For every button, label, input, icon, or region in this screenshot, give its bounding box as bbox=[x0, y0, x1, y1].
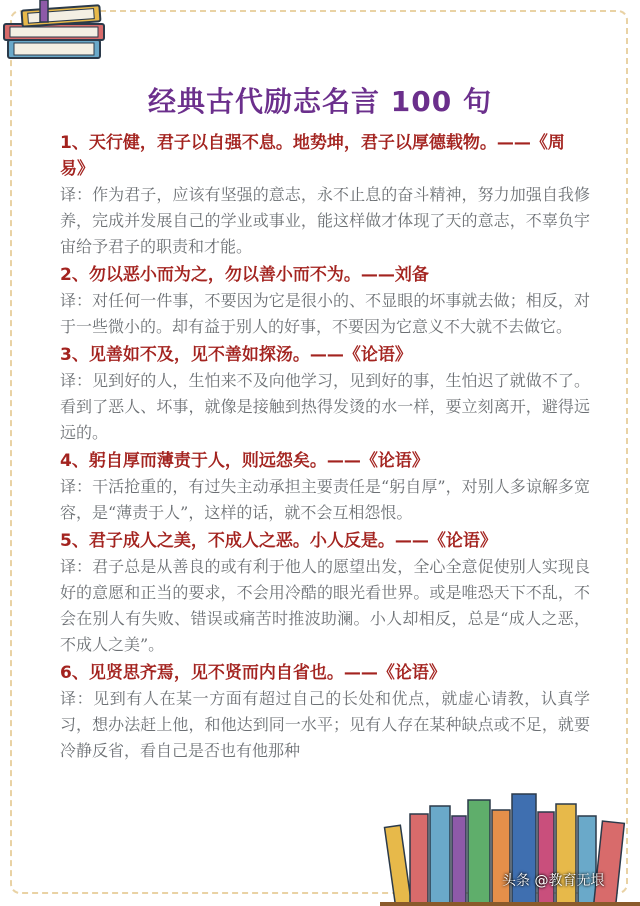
translation-text: 译：对任何一件事，不要因为它是很小的、不显眼的坏事就去做；相反，对于一些微小的。却有益于别人的好事，不要因为它意义不大就不去做它。 bbox=[60, 291, 590, 336]
list-item bbox=[60, 446, 590, 526]
list-item bbox=[60, 658, 590, 764]
translation-text: 译：见到好的人，生怕来不及向他学习，见到好的事，生怕迟了就做不了。看到了恶人、坏事，就像是接触到热得发烫的水一样，要立刻离开，避得远远的。 bbox=[60, 371, 590, 442]
quote-text: 4、躬自厚而薄责于人，则远怨矣。——《论语》 bbox=[60, 451, 429, 471]
page-title: 经典古代励志名言 100 句 bbox=[148, 85, 492, 118]
list-item bbox=[60, 526, 590, 658]
list-item bbox=[60, 340, 590, 446]
quote-list bbox=[60, 128, 590, 764]
quote-text: 5、君子成人之美，不成人之恶。小人反是。——《论语》 bbox=[60, 531, 497, 551]
translation-text: 译：见到有人在某一方面有超过自己的长处和优点，就虚心请教，认真学习，想办法赶上他，和他达到同一水平；见有人存在某种缺点或不足，就要冷静反省，看自己是否也有他那种 bbox=[60, 689, 590, 760]
translation-text: 译：君子总是从善良的或有利于他人的愿望出发，全心全意促使别人实现良好的意愿和正当的要求，不会用冷酷的眼光看世界。或是唯恐天下不乱，不会在别人有失败、错误或痛苦时推波助澜。小人却相反，总是“成人之恶，不成人之美”。 bbox=[60, 557, 590, 654]
book-stack-icon bbox=[0, 0, 115, 65]
quote-text: 3、见善如不及，见不善如探汤。——《论语》 bbox=[60, 345, 412, 365]
list-item bbox=[60, 260, 590, 340]
list-item bbox=[60, 128, 590, 260]
watermark: 头条 @教育无垠 bbox=[502, 873, 605, 889]
translation-text: 译：作为君子，应该有坚强的意志，永不止息的奋斗精神，努力加强自我修养，完成并发展自己的学业或事业，能这样做才体现了天的意志，不辜负宇宙给予君子的职责和才能。 bbox=[60, 185, 590, 256]
translation-text: 译：干活抢重的，有过失主动承担主要责任是“躬自厚”，对别人多谅解多宽容，是“薄责于人”，这样的话，就不会互相怨恨。 bbox=[60, 477, 590, 522]
quote-text: 1、天行健，君子以自强不息。地势坤，君子以厚德载物。——《周易》 bbox=[60, 133, 565, 179]
quote-text: 2、勿以恶小而为之，勿以善小而不为。——刘备 bbox=[60, 265, 429, 285]
quote-text: 6、见贤思齐焉，见不贤而内自省也。——《论语》 bbox=[60, 663, 446, 683]
